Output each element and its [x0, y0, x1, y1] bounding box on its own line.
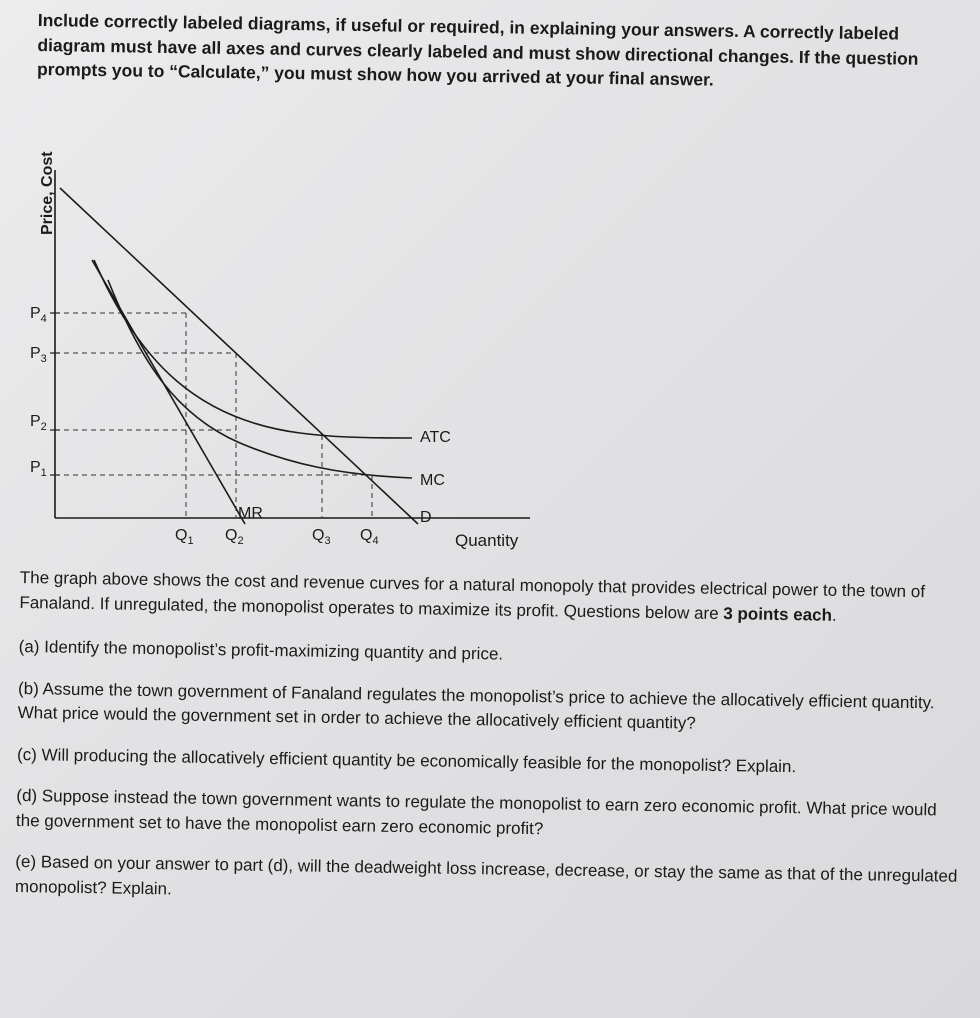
question-d: (d) Suppose instead the town government wants to regulate the monopolist to earn zero economic profit. What price would the government set to have the monopolist earn zero economic profit? [15, 785, 937, 838]
instructions-block [37, 8, 968, 96]
mr-label: MR [238, 505, 263, 522]
question-c: (c) Will producing the allocatively efficient quantity be economically feasible for the monopolist? Explain. [16, 744, 797, 776]
q4-label: $Q_4$ [360, 527, 379, 547]
q3-label: $Q_3$ [312, 527, 331, 547]
intro-text: The graph above shows the cost and revenue curves for a natural monopoly that provides electrical power to the town of Fanaland. If unregulated, the monopolist operates to maximize its profit. Questions below are [19, 567, 926, 623]
mc-curve [108, 280, 412, 478]
y-axis-label: Price, Cost [39, 151, 56, 235]
questions-block [15, 566, 965, 931]
intro-end: . [831, 605, 837, 625]
question-a: (a) Identify the monopolist’s profit-maximizing quantity and price. [18, 636, 504, 664]
q1-label: $Q_1$ [175, 527, 194, 547]
p3-label: $P_3$ [30, 345, 47, 365]
question-b: (b) Assume the town government of Fanaland regulates the monopolist’s price to achieve the allocatively efficient quantity. What price would the government set in order to achieve the allocatively efficient quantity? [17, 678, 935, 733]
p4-label: $P_4$ [30, 305, 47, 325]
intro-points: 3 points each [723, 603, 833, 625]
instructions-text: Include correctly labeled diagrams, if useful or required, in explaining your answers. A correctly labeled diagram must have all axes and curves clearly labeled and must show directional changes. If the question prompts you to “Calculate,” you must show how you arrived at your final answer. [36, 9, 919, 90]
mc-label: MC [420, 472, 445, 489]
p2-label: $P_2$ [30, 413, 47, 433]
guide-lines [55, 313, 372, 518]
q2-label: $Q_2$ [225, 527, 244, 547]
atc-curve [94, 260, 412, 438]
p1-label: $P_1$ [30, 459, 47, 479]
question-intro [19, 566, 965, 630]
demand-curve [60, 188, 418, 524]
marginal-revenue-curve [92, 260, 245, 524]
x-axis-label: Quantity [455, 531, 519, 550]
question-e: (e) Based on your answer to part (d), will the deadweight loss increase, decrease, or stay the same as that of the unregulated monopolist? Explain. [14, 851, 958, 898]
demand-label: D [420, 509, 432, 526]
atc-label: ATC [420, 429, 451, 446]
monopoly-graph [0, 130, 560, 560]
